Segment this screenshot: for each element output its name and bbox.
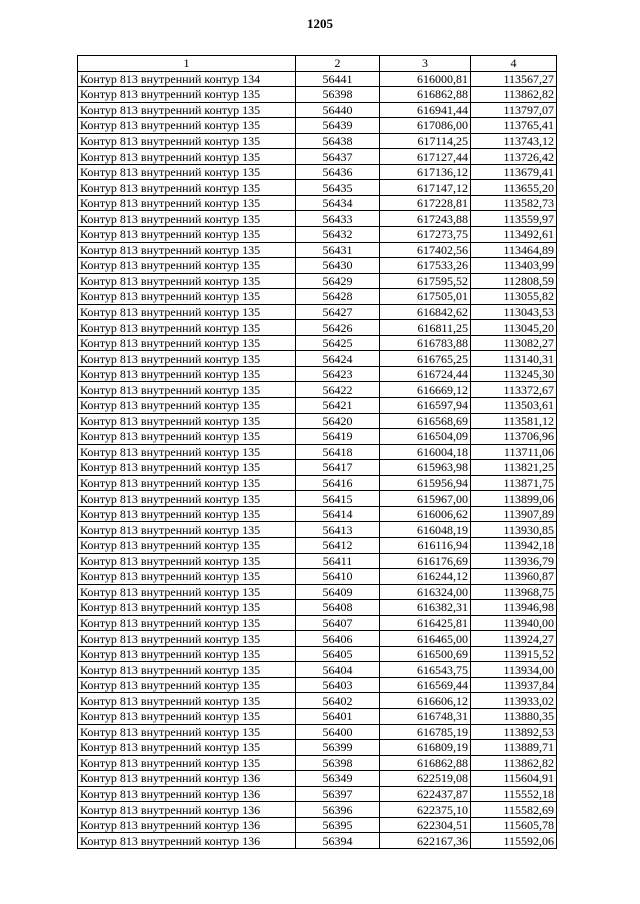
contour-name-cell: Контур 813 внутренний контур 135 (78, 693, 296, 709)
table-row (78, 429, 557, 445)
point-number-cell: 56402 (296, 693, 380, 709)
table-row (78, 366, 557, 382)
point-number-cell: 56432 (296, 227, 380, 243)
contour-name-cell: Контур 813 внутренний контур 135 (78, 444, 296, 460)
y-coordinate-cell: 113933,02 (471, 693, 557, 709)
x-coordinate-cell: 622167,36 (380, 833, 471, 849)
y-coordinate-cell: 113581,12 (471, 413, 557, 429)
point-number-cell: 56423 (296, 366, 380, 382)
x-coordinate-cell: 616425,81 (380, 615, 471, 631)
x-coordinate-cell: 617273,75 (380, 227, 471, 243)
x-coordinate-cell: 616244,12 (380, 569, 471, 585)
contour-name-cell: Контур 813 внутренний контур 135 (78, 460, 296, 476)
y-coordinate-cell: 113372,67 (471, 382, 557, 398)
y-coordinate-cell: 113862,82 (471, 755, 557, 771)
table-row (78, 553, 557, 569)
x-coordinate-cell: 616783,88 (380, 335, 471, 351)
x-coordinate-cell: 616862,88 (380, 87, 471, 103)
contour-name-cell: Контур 813 внутренний контур 135 (78, 180, 296, 196)
contour-name-cell: Контур 813 внутренний контур 135 (78, 335, 296, 351)
x-coordinate-cell: 616809,19 (380, 740, 471, 756)
table-row (78, 615, 557, 631)
y-coordinate-cell: 115605,78 (471, 817, 557, 833)
point-number-cell: 56427 (296, 304, 380, 320)
y-coordinate-cell: 113899,06 (471, 491, 557, 507)
table-row (78, 506, 557, 522)
y-coordinate-cell: 115582,69 (471, 802, 557, 818)
y-coordinate-cell: 113946,98 (471, 600, 557, 616)
table-row (78, 273, 557, 289)
y-coordinate-cell: 113055,82 (471, 289, 557, 305)
y-coordinate-cell: 113492,61 (471, 227, 557, 243)
x-coordinate-cell: 622437,87 (380, 786, 471, 802)
y-coordinate-cell: 113043,53 (471, 304, 557, 320)
y-coordinate-cell: 113942,18 (471, 537, 557, 553)
x-coordinate-cell: 616006,62 (380, 506, 471, 522)
contour-name-cell: Контур 813 внутренний контур 135 (78, 398, 296, 414)
table-row (78, 537, 557, 553)
point-number-cell: 56409 (296, 584, 380, 600)
y-coordinate-cell: 113567,27 (471, 71, 557, 87)
table-row (78, 444, 557, 460)
contour-name-cell: Контур 813 внутренний контур 135 (78, 211, 296, 227)
point-number-cell: 56421 (296, 398, 380, 414)
y-coordinate-cell: 113862,82 (471, 87, 557, 103)
table-row (78, 569, 557, 585)
contour-name-cell: Контур 813 внутренний контур 135 (78, 351, 296, 367)
y-coordinate-cell: 115552,18 (471, 786, 557, 802)
point-number-cell: 56440 (296, 102, 380, 118)
y-coordinate-cell: 113679,41 (471, 164, 557, 180)
column-header-4: 4 (471, 56, 557, 72)
table-row (78, 133, 557, 149)
coordinates-table (77, 55, 557, 849)
point-number-cell: 56412 (296, 537, 380, 553)
contour-name-cell: Контур 813 внутренний контур 135 (78, 366, 296, 382)
table-row (78, 413, 557, 429)
x-coordinate-cell: 616116,94 (380, 537, 471, 553)
y-coordinate-cell: 113503,61 (471, 398, 557, 414)
y-coordinate-cell: 113582,73 (471, 195, 557, 211)
table-row (78, 258, 557, 274)
y-coordinate-cell: 113871,75 (471, 475, 557, 491)
point-number-cell: 56435 (296, 180, 380, 196)
table-row (78, 351, 557, 367)
table-row (78, 802, 557, 818)
table-row (78, 398, 557, 414)
contour-name-cell: Контур 813 внутренний контур 135 (78, 413, 296, 429)
y-coordinate-cell: 113907,89 (471, 506, 557, 522)
table-row (78, 304, 557, 320)
table-row (78, 522, 557, 538)
x-coordinate-cell: 616748,31 (380, 708, 471, 724)
point-number-cell: 56403 (296, 677, 380, 693)
table-row (78, 242, 557, 258)
point-number-cell: 56395 (296, 817, 380, 833)
x-coordinate-cell: 617533,26 (380, 258, 471, 274)
y-coordinate-cell: 113936,79 (471, 553, 557, 569)
contour-name-cell: Контур 813 внутренний контур 135 (78, 242, 296, 258)
x-coordinate-cell: 617243,88 (380, 211, 471, 227)
table-row (78, 102, 557, 118)
x-coordinate-cell: 622375,10 (380, 802, 471, 818)
x-coordinate-cell: 615956,94 (380, 475, 471, 491)
table-row (78, 646, 557, 662)
contour-name-cell: Контур 813 внутренний контур 135 (78, 227, 296, 243)
x-coordinate-cell: 617228,81 (380, 195, 471, 211)
x-coordinate-cell: 615963,98 (380, 460, 471, 476)
column-header-1: 1 (78, 56, 296, 72)
y-coordinate-cell: 113940,00 (471, 615, 557, 631)
contour-name-cell: Контур 813 внутренний контур 135 (78, 631, 296, 647)
table-row (78, 460, 557, 476)
point-number-cell: 56408 (296, 600, 380, 616)
contour-name-cell: Контур 813 внутренний контур 135 (78, 506, 296, 522)
x-coordinate-cell: 616000,81 (380, 71, 471, 87)
contour-name-cell: Контур 813 внутренний контур 135 (78, 522, 296, 538)
contour-name-cell: Контур 813 внутренний контур 135 (78, 584, 296, 600)
point-number-cell: 56434 (296, 195, 380, 211)
point-number-cell: 56433 (296, 211, 380, 227)
y-coordinate-cell: 113880,35 (471, 708, 557, 724)
contour-name-cell: Контур 813 внутренний контур 135 (78, 724, 296, 740)
point-number-cell: 56416 (296, 475, 380, 491)
x-coordinate-cell: 617402,56 (380, 242, 471, 258)
table-row (78, 289, 557, 305)
y-coordinate-cell: 113140,31 (471, 351, 557, 367)
x-coordinate-cell: 616724,44 (380, 366, 471, 382)
point-number-cell: 56418 (296, 444, 380, 460)
contour-name-cell: Контур 813 внутренний контур 135 (78, 755, 296, 771)
contour-name-cell: Контур 813 внутренний контур 135 (78, 615, 296, 631)
contour-name-cell: Контур 813 внутренний контур 136 (78, 802, 296, 818)
contour-name-cell: Контур 813 внутренний контур 135 (78, 429, 296, 445)
point-number-cell: 56437 (296, 149, 380, 165)
contour-name-cell: Контур 813 внутренний контур 135 (78, 491, 296, 507)
y-coordinate-cell: 113892,53 (471, 724, 557, 740)
table-row (78, 817, 557, 833)
table-row (78, 320, 557, 336)
point-number-cell: 56414 (296, 506, 380, 522)
table-body (78, 71, 557, 848)
contour-name-cell: Контур 813 внутренний контур 135 (78, 708, 296, 724)
point-number-cell: 56405 (296, 646, 380, 662)
table-row (78, 740, 557, 756)
table-row (78, 786, 557, 802)
point-number-cell: 56398 (296, 755, 380, 771)
table-row (78, 87, 557, 103)
point-number-cell: 56397 (296, 786, 380, 802)
table-row (78, 755, 557, 771)
y-coordinate-cell: 113403,99 (471, 258, 557, 274)
x-coordinate-cell: 616324,00 (380, 584, 471, 600)
table-row (78, 771, 557, 787)
column-header-2: 2 (296, 56, 380, 72)
contour-name-cell: Контур 813 внутренний контур 136 (78, 817, 296, 833)
page-number: 1205 (307, 16, 333, 31)
point-number-cell: 56410 (296, 569, 380, 585)
x-coordinate-cell: 616597,94 (380, 398, 471, 414)
x-coordinate-cell: 617595,52 (380, 273, 471, 289)
x-coordinate-cell: 617136,12 (380, 164, 471, 180)
point-number-cell: 56415 (296, 491, 380, 507)
table-row (78, 662, 557, 678)
y-coordinate-cell: 113559,97 (471, 211, 557, 227)
table-row (78, 491, 557, 507)
y-coordinate-cell: 113797,07 (471, 102, 557, 118)
y-coordinate-cell: 113464,89 (471, 242, 557, 258)
point-number-cell: 56424 (296, 351, 380, 367)
y-coordinate-cell: 115592,06 (471, 833, 557, 849)
point-number-cell: 56404 (296, 662, 380, 678)
x-coordinate-cell: 617127,44 (380, 149, 471, 165)
x-coordinate-cell: 616568,69 (380, 413, 471, 429)
x-coordinate-cell: 616504,09 (380, 429, 471, 445)
contour-name-cell: Контур 813 внутренний контур 135 (78, 258, 296, 274)
table-row (78, 71, 557, 87)
y-coordinate-cell: 113924,27 (471, 631, 557, 647)
point-number-cell: 56430 (296, 258, 380, 274)
y-coordinate-cell: 112808,59 (471, 273, 557, 289)
x-coordinate-cell: 616543,75 (380, 662, 471, 678)
contour-name-cell: Контур 813 внутренний контур 135 (78, 273, 296, 289)
x-coordinate-cell: 616048,19 (380, 522, 471, 538)
contour-name-cell: Контур 813 внутренний контур 135 (78, 382, 296, 398)
point-number-cell: 56394 (296, 833, 380, 849)
x-coordinate-cell: 616669,12 (380, 382, 471, 398)
x-coordinate-cell: 616004,18 (380, 444, 471, 460)
contour-name-cell: Контур 813 внутренний контур 135 (78, 304, 296, 320)
x-coordinate-cell: 616862,88 (380, 755, 471, 771)
x-coordinate-cell: 622304,51 (380, 817, 471, 833)
contour-name-cell: Контур 813 внутренний контур 135 (78, 164, 296, 180)
x-coordinate-cell: 616569,44 (380, 677, 471, 693)
point-number-cell: 56400 (296, 724, 380, 740)
contour-name-cell: Контур 813 внутренний контур 135 (78, 87, 296, 103)
point-number-cell: 56431 (296, 242, 380, 258)
x-coordinate-cell: 617086,00 (380, 118, 471, 134)
y-coordinate-cell: 113960,87 (471, 569, 557, 585)
y-coordinate-cell: 113821,25 (471, 460, 557, 476)
y-coordinate-cell: 113968,75 (471, 584, 557, 600)
x-coordinate-cell: 622519,08 (380, 771, 471, 787)
x-coordinate-cell: 616606,12 (380, 693, 471, 709)
x-coordinate-cell: 617505,01 (380, 289, 471, 305)
point-number-cell: 56396 (296, 802, 380, 818)
contour-name-cell: Контур 813 внутренний контур 135 (78, 195, 296, 211)
table-row (78, 164, 557, 180)
x-coordinate-cell: 616785,19 (380, 724, 471, 740)
table-row (78, 335, 557, 351)
y-coordinate-cell: 115604,91 (471, 771, 557, 787)
x-coordinate-cell: 616765,25 (380, 351, 471, 367)
table-row (78, 724, 557, 740)
x-coordinate-cell: 616176,69 (380, 553, 471, 569)
contour-name-cell: Контур 813 внутренний контур 136 (78, 786, 296, 802)
point-number-cell: 56422 (296, 382, 380, 398)
table-header-row (78, 56, 557, 72)
x-coordinate-cell: 616465,00 (380, 631, 471, 647)
y-coordinate-cell: 113655,20 (471, 180, 557, 196)
table-row (78, 382, 557, 398)
table-row (78, 118, 557, 134)
point-number-cell: 56438 (296, 133, 380, 149)
x-coordinate-cell: 617147,12 (380, 180, 471, 196)
y-coordinate-cell: 113726,42 (471, 149, 557, 165)
y-coordinate-cell: 113245,30 (471, 366, 557, 382)
table-row (78, 833, 557, 849)
point-number-cell: 56425 (296, 335, 380, 351)
contour-name-cell: Контур 813 внутренний контур 135 (78, 662, 296, 678)
point-number-cell: 56428 (296, 289, 380, 305)
point-number-cell: 56401 (296, 708, 380, 724)
contour-name-cell: Контур 813 внутренний контур 135 (78, 289, 296, 305)
contour-name-cell: Контур 813 внутренний контур 135 (78, 320, 296, 336)
point-number-cell: 56419 (296, 429, 380, 445)
y-coordinate-cell: 113082,27 (471, 335, 557, 351)
y-coordinate-cell: 113706,96 (471, 429, 557, 445)
contour-name-cell: Контур 813 внутренний контур 135 (78, 133, 296, 149)
contour-name-cell: Контур 813 внутренний контур 135 (78, 475, 296, 491)
y-coordinate-cell: 113743,12 (471, 133, 557, 149)
point-number-cell: 56417 (296, 460, 380, 476)
table-row (78, 149, 557, 165)
table-row (78, 584, 557, 600)
point-number-cell: 56413 (296, 522, 380, 538)
x-coordinate-cell: 616500,69 (380, 646, 471, 662)
y-coordinate-cell: 113915,52 (471, 646, 557, 662)
contour-name-cell: Контур 813 внутренний контур 135 (78, 569, 296, 585)
y-coordinate-cell: 113937,84 (471, 677, 557, 693)
y-coordinate-cell: 113889,71 (471, 740, 557, 756)
contour-name-cell: Контур 813 внутренний контур 136 (78, 771, 296, 787)
x-coordinate-cell: 616382,31 (380, 600, 471, 616)
y-coordinate-cell: 113711,06 (471, 444, 557, 460)
point-number-cell: 56349 (296, 771, 380, 787)
contour-name-cell: Контур 813 внутренний контур 134 (78, 71, 296, 87)
y-coordinate-cell: 113765,41 (471, 118, 557, 134)
table-row (78, 693, 557, 709)
y-coordinate-cell: 113930,85 (471, 522, 557, 538)
x-coordinate-cell: 616811,25 (380, 320, 471, 336)
table-row (78, 195, 557, 211)
table-row (78, 227, 557, 243)
x-coordinate-cell: 616842,62 (380, 304, 471, 320)
point-number-cell: 56407 (296, 615, 380, 631)
table-row (78, 677, 557, 693)
table-row (78, 708, 557, 724)
table-row (78, 600, 557, 616)
point-number-cell: 56398 (296, 87, 380, 103)
column-header-3: 3 (380, 56, 471, 72)
x-coordinate-cell: 616941,44 (380, 102, 471, 118)
table-row (78, 211, 557, 227)
x-coordinate-cell: 615967,00 (380, 491, 471, 507)
table-row (78, 631, 557, 647)
point-number-cell: 56429 (296, 273, 380, 289)
point-number-cell: 56420 (296, 413, 380, 429)
point-number-cell: 56411 (296, 553, 380, 569)
x-coordinate-cell: 617114,25 (380, 133, 471, 149)
contour-name-cell: Контур 813 внутренний контур 135 (78, 553, 296, 569)
contour-name-cell: Контур 813 внутренний контур 135 (78, 102, 296, 118)
point-number-cell: 56426 (296, 320, 380, 336)
table-row (78, 180, 557, 196)
point-number-cell: 56436 (296, 164, 380, 180)
point-number-cell: 56406 (296, 631, 380, 647)
contour-name-cell: Контур 813 внутренний контур 135 (78, 646, 296, 662)
contour-name-cell: Контур 813 внутренний контур 135 (78, 537, 296, 553)
contour-name-cell: Контур 813 внутренний контур 135 (78, 677, 296, 693)
table-row (78, 475, 557, 491)
y-coordinate-cell: 113934,00 (471, 662, 557, 678)
contour-name-cell: Контур 813 внутренний контур 135 (78, 740, 296, 756)
contour-name-cell: Контур 813 внутренний контур 135 (78, 149, 296, 165)
point-number-cell: 56439 (296, 118, 380, 134)
point-number-cell: 56441 (296, 71, 380, 87)
y-coordinate-cell: 113045,20 (471, 320, 557, 336)
contour-name-cell: Контур 813 внутренний контур 135 (78, 118, 296, 134)
point-number-cell: 56399 (296, 740, 380, 756)
contour-name-cell: Контур 813 внутренний контур 135 (78, 600, 296, 616)
contour-name-cell: Контур 813 внутренний контур 136 (78, 833, 296, 849)
